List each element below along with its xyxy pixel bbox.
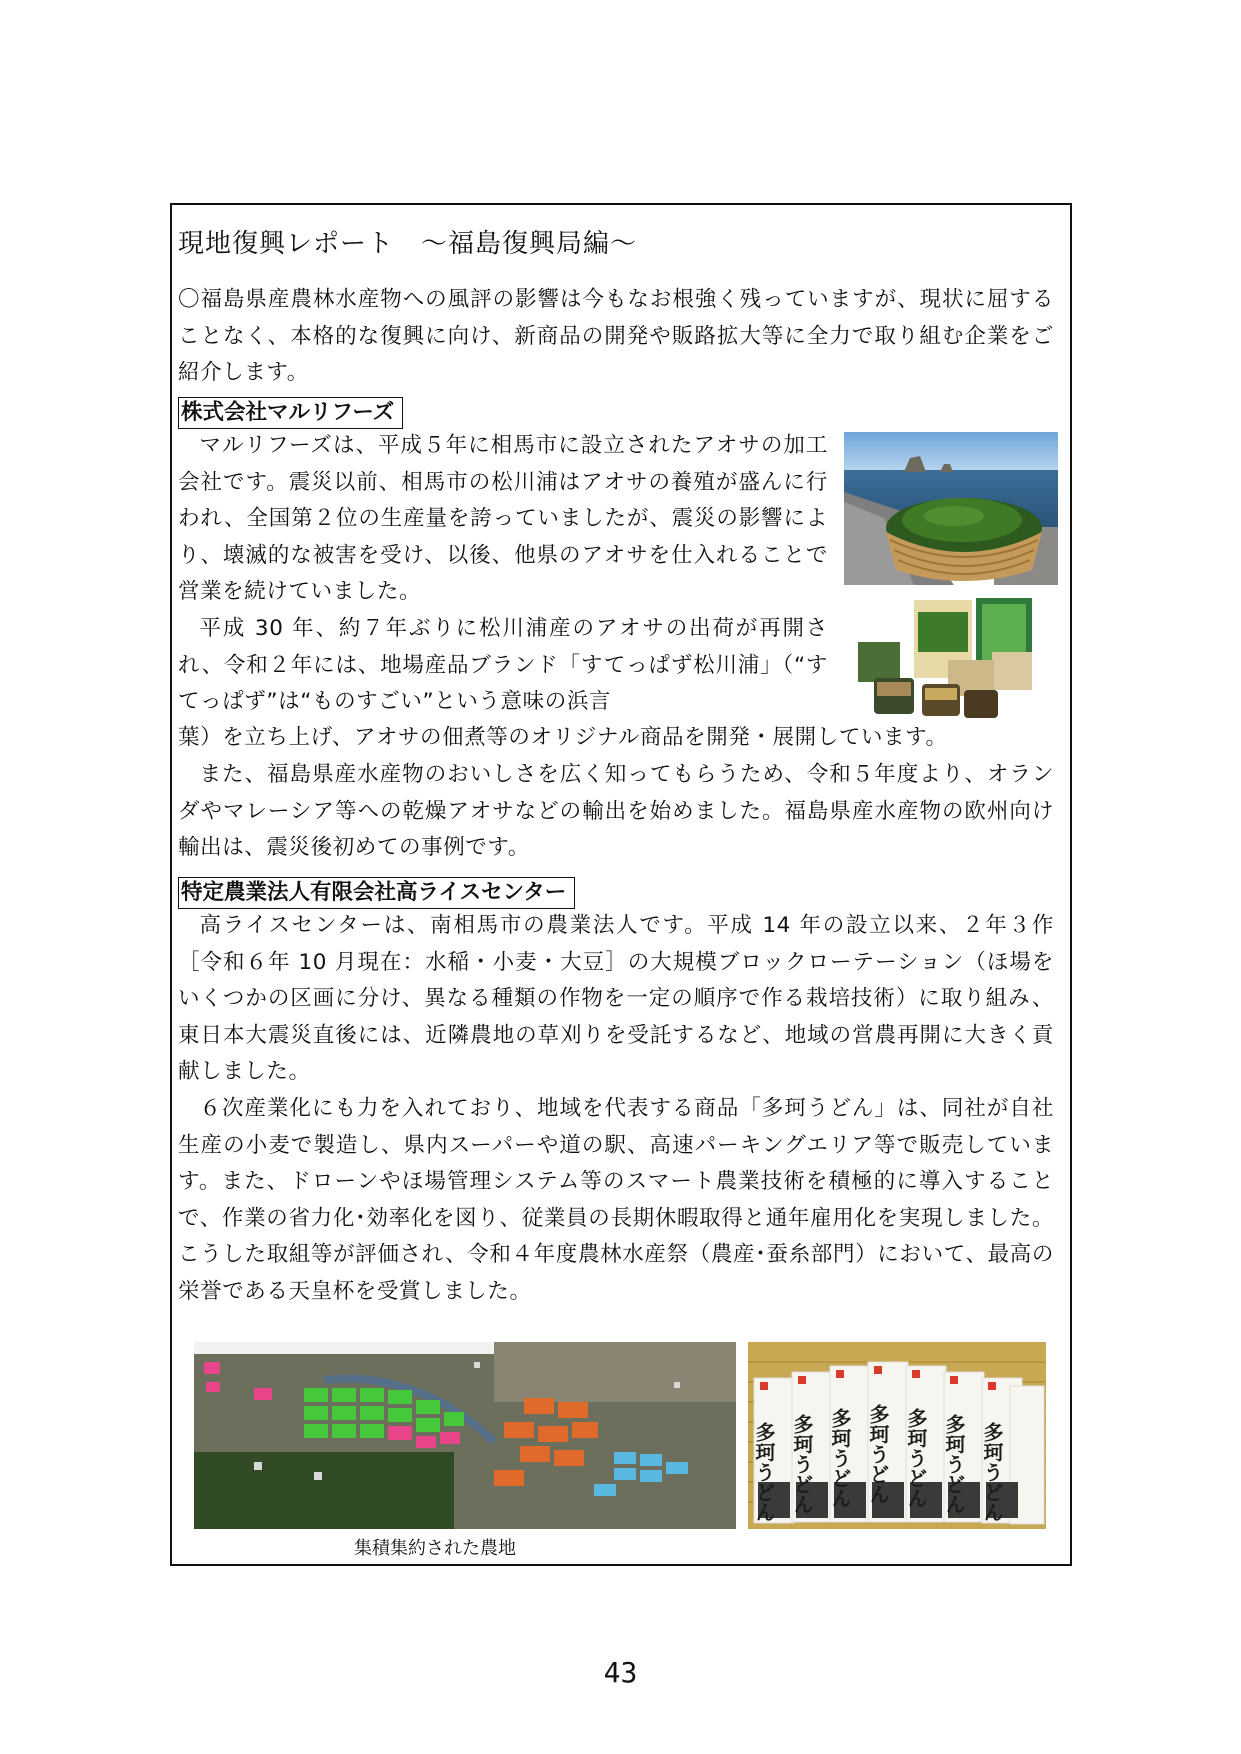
section-heading-taka-rice-center: 特定農業法人有限会社高ライスセンター	[178, 877, 575, 909]
marurifoods-paragraph-2-cont: 葉）を立ち上げ、アオサの佃煮等のオリジナル商品を開発・展開しています。	[178, 725, 948, 750]
marurifoods-paragraph-3: また、福島県産水産物のおいしさを広く知ってもらうため、令和５年度より、オランダやマレーシア等への乾燥アオサなどの輸出を始めました。福島県産水産物の欧州向け輸出は、震災後初めての事例です。	[178, 762, 1054, 860]
udon-package-text: 多珂うどん	[904, 1408, 928, 1508]
aosa-products-photo	[844, 592, 1058, 725]
udon-package-text: 多珂うどん	[980, 1422, 1004, 1522]
udon-package-text: 多珂うどん	[752, 1422, 776, 1522]
udon-package-text: 多珂うどん	[828, 1408, 852, 1508]
marurifoods-paragraph-2: 平成 30 年、約７年ぶりに松川浦産のアオサの出荷が再開され、令和２年には、地場産品ブランド「すてっぱず松川浦」（“すてっぱず”は“ものすごい”という意味の浜言	[178, 616, 828, 714]
udon-package-text: 多珂うどん	[790, 1414, 814, 1514]
taka-rice-paragraph-1: 高ライスセンターは、南相馬市の農業法人です。平成 14 年の設立以来、２年３作［令和６年 10 月現在：水稲・小麦・大豆］の大規模ブロックローテーション（ほ場をいくつかの区画に分け、異なる種類の作物を一定の順序で作る栽培技術）に取り組み、東日本大震災直後には、近隣農地の草刈りを受託するなど、地域の営農再開に大きく貢献しました。	[178, 913, 1054, 1084]
intro-paragraph: 〇福島県産農林水産物への風評の影響は今もなお根強く残っていますが、現状に屈することなく、本格的な復興に向け、新商品の開発や販路拡大等に全力で取り組む企業をご紹介します。	[178, 287, 1054, 385]
section-heading-marurifoods: 株式会社マルリフーズ	[178, 397, 403, 429]
farmland-map-photo	[194, 1342, 736, 1529]
udon-package-text: 多珂うどん	[866, 1404, 890, 1504]
page-title: 現地復興レポート ～福島復興局編～	[178, 229, 638, 259]
aosa-basket-photo	[844, 432, 1058, 585]
farmland-map-caption: 集積集約された農地	[354, 1538, 516, 1559]
udon-package-text: 多珂うどん	[942, 1414, 966, 1514]
taka-rice-paragraph-2: ６次産業化にも力を入れており、地域を代表する商品「多珂うどん」は、同社が自社生産の小麦で製造し、県内スーパーや道の駅、高速パーキングエリア等で販売しています。また、ドローンやほ場管理システム等のスマート農業技術を積極的に導入することで、作業の省力化･効率化を図り、従業員の長期休暇取得と通年雇用化を実現しました。こうした取組等が評価され、令和４年度農林水産祭（農産･蚕糸部門）において、最高の栄誉である天皇杯を受賞しました。	[178, 1096, 1054, 1304]
taka-udon-photo	[748, 1342, 1046, 1529]
page-number: 43	[603, 1656, 638, 1689]
marurifoods-paragraph-1: マルリフーズは、平成５年に相馬市に設立されたアオサの加工会社です。震災以前、相馬市の松川浦はアオサの養殖が盛んに行われ、全国第２位の生産量を誇っていましたが、震災の影響により、壊滅的な被害を受け、以後、他県のアオサを仕入れることで営業を続けていました。	[178, 433, 828, 604]
